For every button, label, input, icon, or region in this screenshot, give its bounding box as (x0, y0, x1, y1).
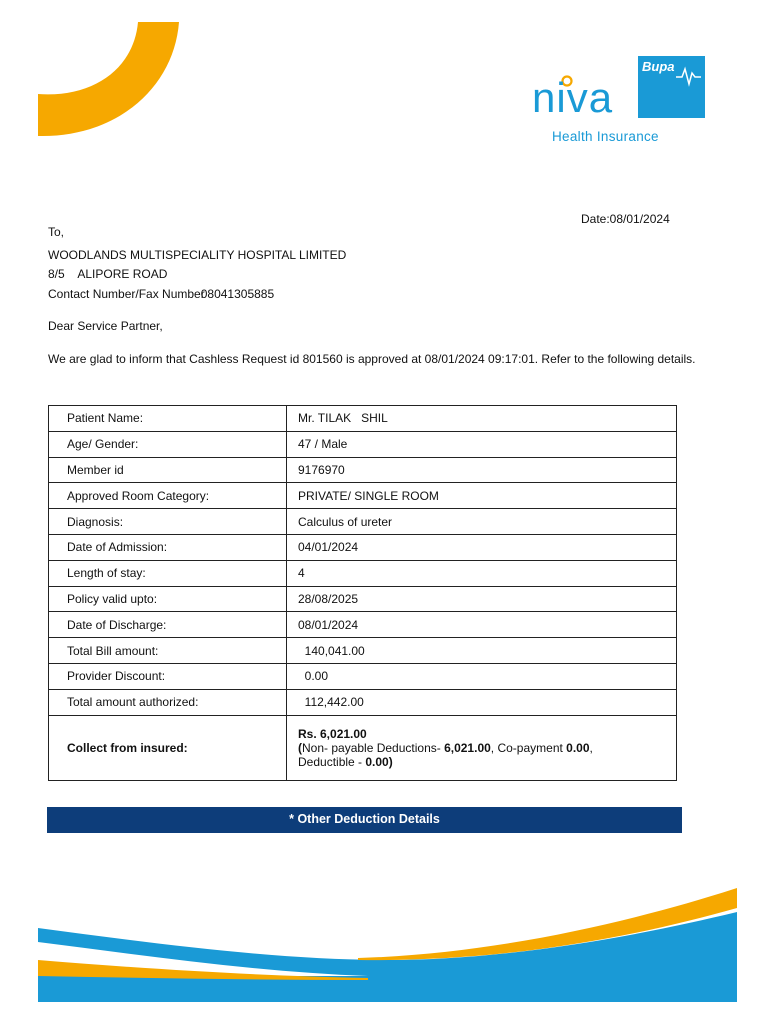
deductible-line (298, 755, 676, 769)
table-row (49, 663, 677, 689)
niva-bupa-logo (530, 55, 710, 155)
row-value: 08/01/2024 (287, 612, 677, 638)
approval-message: We are glad to inform that Cashless Request id 801560 is approved at 08/01/2024 09:17:01. Refer to the following details. (48, 352, 696, 366)
row-value: 112,442.00 (287, 689, 677, 715)
table-row (49, 509, 677, 535)
row-value: 4 (287, 560, 677, 586)
collect-value (287, 715, 677, 780)
deductible-value: 0.00) (365, 754, 393, 769)
niva-logo-text: niva (532, 74, 614, 121)
table-row (49, 457, 677, 483)
row-value: PRIVATE/ SINGLE ROOM (287, 483, 677, 509)
bupa-logo-text: Bupa (642, 59, 675, 74)
copay-label: , Co-payment (490, 740, 567, 755)
row-value: 9176970 (287, 457, 677, 483)
copay-value: 0.00 (566, 740, 590, 755)
row-label: Diagnosis: (49, 509, 287, 535)
salutation: Dear Service Partner, (48, 319, 163, 333)
row-value: Mr. TILAK SHIL (287, 406, 677, 432)
table-row (49, 431, 677, 457)
claim-details-table (48, 405, 677, 781)
row-label: Approved Room Category: (49, 483, 287, 509)
contact-value: 08041305885 (200, 287, 275, 301)
row-label: Date of Admission: (49, 534, 287, 560)
comma: , (589, 740, 593, 755)
contact-line (48, 287, 274, 302)
logo-tagline: Health Insurance (552, 129, 659, 144)
deductible-label: Deductible - (298, 754, 366, 769)
row-label: Policy valid upto: (49, 586, 287, 612)
row-value: 140,041.00 (287, 638, 677, 664)
collect-breakdown (298, 741, 676, 755)
collect-label: Collect from insured: (49, 715, 287, 780)
table-row (49, 534, 677, 560)
footer-wave-graphic (38, 880, 737, 1002)
row-value: 47 / Male (287, 431, 677, 457)
row-value: 0.00 (287, 663, 677, 689)
contact-label: Contact Number/Fax Number (48, 287, 205, 301)
collect-row (49, 715, 677, 780)
nonpayable-label: Non- payable Deductions- (302, 740, 445, 755)
row-value: 04/01/2024 (287, 534, 677, 560)
open-paren: ( (298, 740, 302, 755)
row-label: Provider Discount: (49, 663, 287, 689)
row-label: Length of stay: (49, 560, 287, 586)
collect-amount: Rs. 6,021.00 (298, 726, 367, 741)
orange-arc-graphic (38, 22, 180, 138)
row-label: Date of Discharge: (49, 612, 287, 638)
letter-date: Date:08/01/2024 (581, 212, 670, 226)
table-row (49, 638, 677, 664)
other-deduction-details-bar: * Other Deduction Details (47, 807, 682, 833)
row-label: Total Bill amount: (49, 638, 287, 664)
hospital-address: 8/5 ALIPORE ROAD (48, 267, 168, 281)
row-label: Age/ Gender: (49, 431, 287, 457)
table-row (49, 483, 677, 509)
row-value: 28/08/2025 (287, 586, 677, 612)
row-label: Total amount authorized: (49, 689, 287, 715)
table-row (49, 406, 677, 432)
heartbeat-icon (676, 65, 702, 87)
hospital-name: WOODLANDS MULTISPECIALITY HOSPITAL LIMITED (48, 248, 347, 262)
row-value: Calculus of ureter (287, 509, 677, 535)
table-row (49, 612, 677, 638)
row-label: Member id (49, 457, 287, 483)
letter-to: To, (48, 225, 65, 239)
row-label: Patient Name: (49, 406, 287, 432)
nonpayable-value: 6,021.00 (444, 740, 491, 755)
table-row (49, 560, 677, 586)
table-row (49, 586, 677, 612)
table-row (49, 689, 677, 715)
